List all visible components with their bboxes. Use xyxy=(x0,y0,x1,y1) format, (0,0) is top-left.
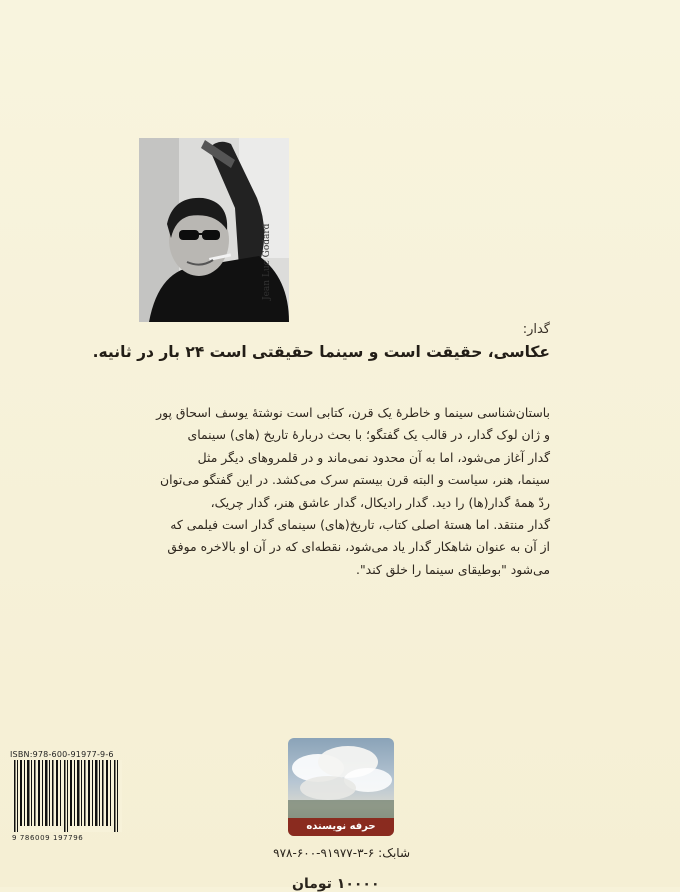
quote-headline: عکاسی، حقیقت است و سینما حقیقتی است ۲۴ بار در ثانیه. xyxy=(92,343,550,361)
blurb-line: گدار آغاز می‌شود، اما به آن محدود نمی‌ماند و در قلمروهای دیگر مثل xyxy=(197,449,550,465)
blurb-line: سینما، هنر، سیاست و البته قرن بیستم سرک می‌کشد. در این گفتگو می‌توان xyxy=(159,472,550,488)
quote-attribution: گدار: xyxy=(522,322,550,337)
blurb-line: گدار منتقد. اما هستهٔ اصلی کتاب، تاریخ(های) سینمای گدار است فیلمی که xyxy=(170,517,550,533)
blurb-line: از آن به عنوان شاهکار گدار یاد می‌شود، نقطه‌ای که در آن او بالاخره موفق xyxy=(167,539,550,555)
blurb-line: ردّ همهٔ گدار(ها) را دید. گدار رادیکال، گدار عاشق هنر، گدار چریک، xyxy=(210,494,550,510)
photo-caption: Jean Luc Godard xyxy=(262,223,272,300)
publisher-logo xyxy=(288,738,394,836)
blurb-line: می‌شود "بوطیقای سینما را خلق کند". xyxy=(356,561,550,577)
blurb-paragraph xyxy=(128,402,550,581)
barcode-isbn-label: ISBN:978-600-91977-9-6 xyxy=(10,750,114,759)
barcode xyxy=(12,760,122,832)
barcode-digits: 9 786009 197796 xyxy=(12,834,84,842)
price: ۱۰۰۰۰ تومان xyxy=(292,876,380,892)
blurb-line: و ژان لوک گدار، در قالب یک گفتگو؛ با بحث دربارهٔ تاریخ (های) سینمای xyxy=(187,427,550,443)
blurb-line: باستان‌شناسی سینما و خاطرهٔ یک قرن، کتابی است نوشتهٔ یوسف اسحاق پور xyxy=(156,405,550,420)
publisher-name: حرفه نویسنده xyxy=(288,818,394,836)
isbn-persian: شابک: ۶-۳-۹۱۹۷۷-۶۰۰-۹۷۸ xyxy=(273,846,410,860)
